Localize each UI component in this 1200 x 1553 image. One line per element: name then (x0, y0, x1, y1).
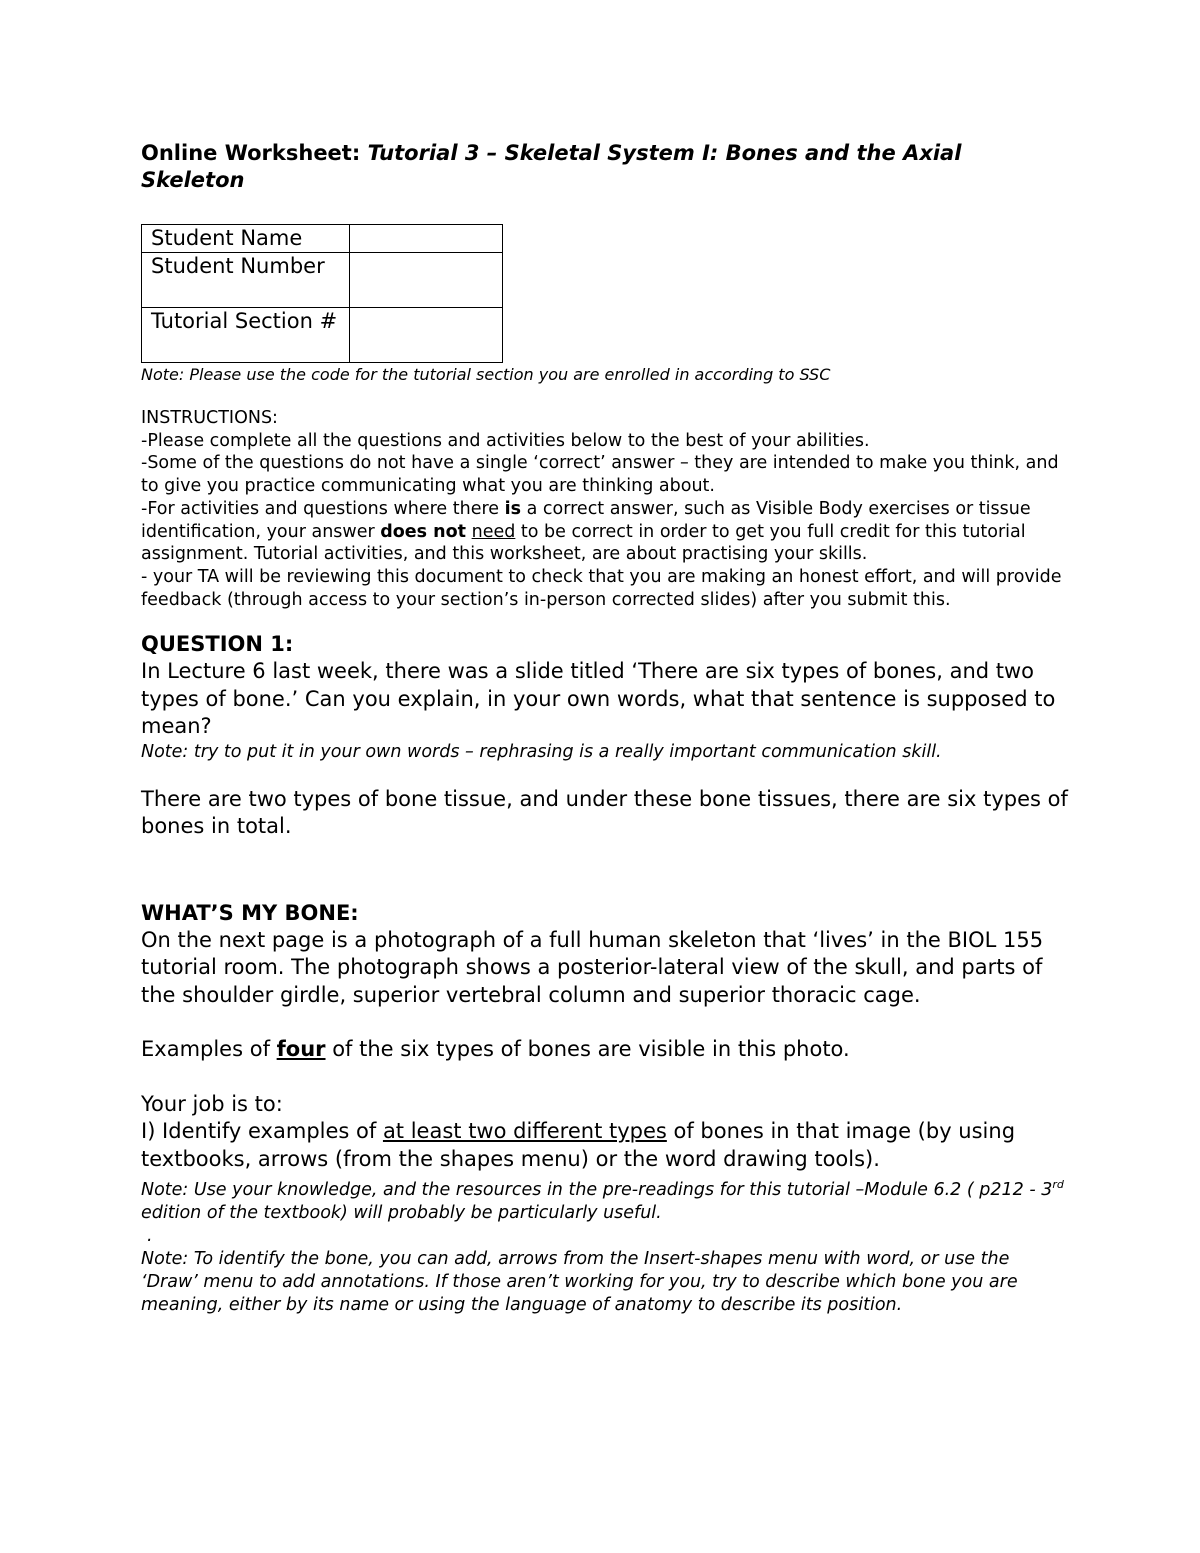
question-1-answer[interactable]: There are two types of bone tissue, and under these bone tissues, there are six types of bones in total. (141, 786, 1068, 839)
job-step-1 (141, 1118, 1071, 1173)
table-row (142, 253, 503, 308)
instructions-heading: INSTRUCTIONS: (141, 408, 278, 428)
document-body (141, 140, 1071, 1317)
instruction-text: a correct answer, such as Visible Body exercises or tissue identification, your answer (141, 498, 1031, 542)
whats-my-bone-heading: WHAT’S MY BONE: (141, 900, 359, 925)
student-name-label: Student Name (142, 225, 350, 253)
tutorial-section-label: Tutorial Section # (142, 308, 350, 363)
whats-my-bone-text: On the next page is a photograph of a full human skeleton that ‘lives’ in the BIOL 155 tutorial room. The photograph shows a posterior-lateral view of the skull, and parts of the shoulder girdle, superior vertebral column and superior thoracic cage. (141, 927, 1044, 1007)
instruction-line-1: -Please complete all the questions and activities below to the best of your abilities. (141, 430, 870, 451)
question-1-heading: QUESTION 1: (141, 632, 294, 657)
note-superscript: rd (1052, 1178, 1064, 1192)
page-title (141, 140, 1071, 194)
instruction-bold: does not (380, 521, 467, 542)
job-text: of bones in that image (by using textbooks, arrows (from the shapes menu) or the word drawing tools). (141, 1119, 1016, 1171)
tutorial-section-field[interactable] (350, 308, 503, 363)
question-1-text: In Lecture 6 last week, there was a slide titled ‘There are six types of bones, and two types of bone.’ Can you explain, in your own words, what that sentence is supposed to mean? (141, 659, 1056, 739)
student-number-field[interactable] (350, 253, 503, 308)
table-row (142, 225, 503, 253)
table-row (142, 308, 503, 363)
module-note (141, 1173, 1071, 1225)
job-text: I) Identify examples of (141, 1119, 383, 1144)
question-1-note: Note: try to put it in your own words – rephrasing is a really important communication skill. (141, 741, 942, 762)
title-prefix: Online Worksheet: (141, 141, 368, 165)
student-info-table (141, 224, 503, 363)
dot-line: . (147, 1226, 153, 1247)
note-text: Note: Use your knowledge, and the resources in the pre-readings for this tutorial –Module 6.2 ( p212 - 3 (141, 1180, 1053, 1201)
student-number-label: Student Number (142, 253, 350, 308)
student-name-field[interactable] (350, 225, 503, 253)
section-code-note: Note: Please use the code for the tutorial section you are enrolled in according to SSC (141, 365, 831, 384)
note-text: edition of the textbook) will probably be particularly useful. (141, 1203, 662, 1224)
job-intro: Your job is to: (141, 1091, 283, 1116)
instruction-line-2: -Some of the questions do not have a single ‘correct’ answer – they are intended to make you think, and to give you practice communicating what you are thinking about. (141, 453, 1059, 497)
examples-text: Examples of (141, 1037, 277, 1062)
instruction-text: to be correct in order to get you full credit for this tutorial assignment. Tutorial activities, and this worksheet, are about practising your skills. (141, 521, 1026, 565)
instruction-line-4: - your TA will be reviewing this document to check that you are making an honest effort, and will provide feedback (through access to your section’s in-person corrected slides) after you submit this. (141, 566, 1062, 610)
examples-text: of the six types of bones are visible in this photo. (325, 1037, 850, 1062)
annotation-note: Note: To identify the bone, you can add, arrows from the Insert-shapes menu with word, or use the ‘Draw’ menu to add annotations. If those aren’t working for you, try to describe which bone you are meaning, either by its name or using the language of anatomy to describe its position. (141, 1249, 1018, 1316)
examples-bold: four (276, 1037, 326, 1062)
instruction-underline: need (471, 521, 516, 542)
title-italic: Tutorial 3 – Skeletal System I: Bones and the Axial Skeleton (141, 141, 962, 192)
instruction-bold: is (504, 498, 522, 519)
instruction-text: -For activities and questions where there (141, 498, 505, 519)
instruction-line-3 (141, 498, 1071, 566)
examples-line (141, 1036, 1071, 1064)
job-underline: at least two different types (382, 1119, 667, 1144)
